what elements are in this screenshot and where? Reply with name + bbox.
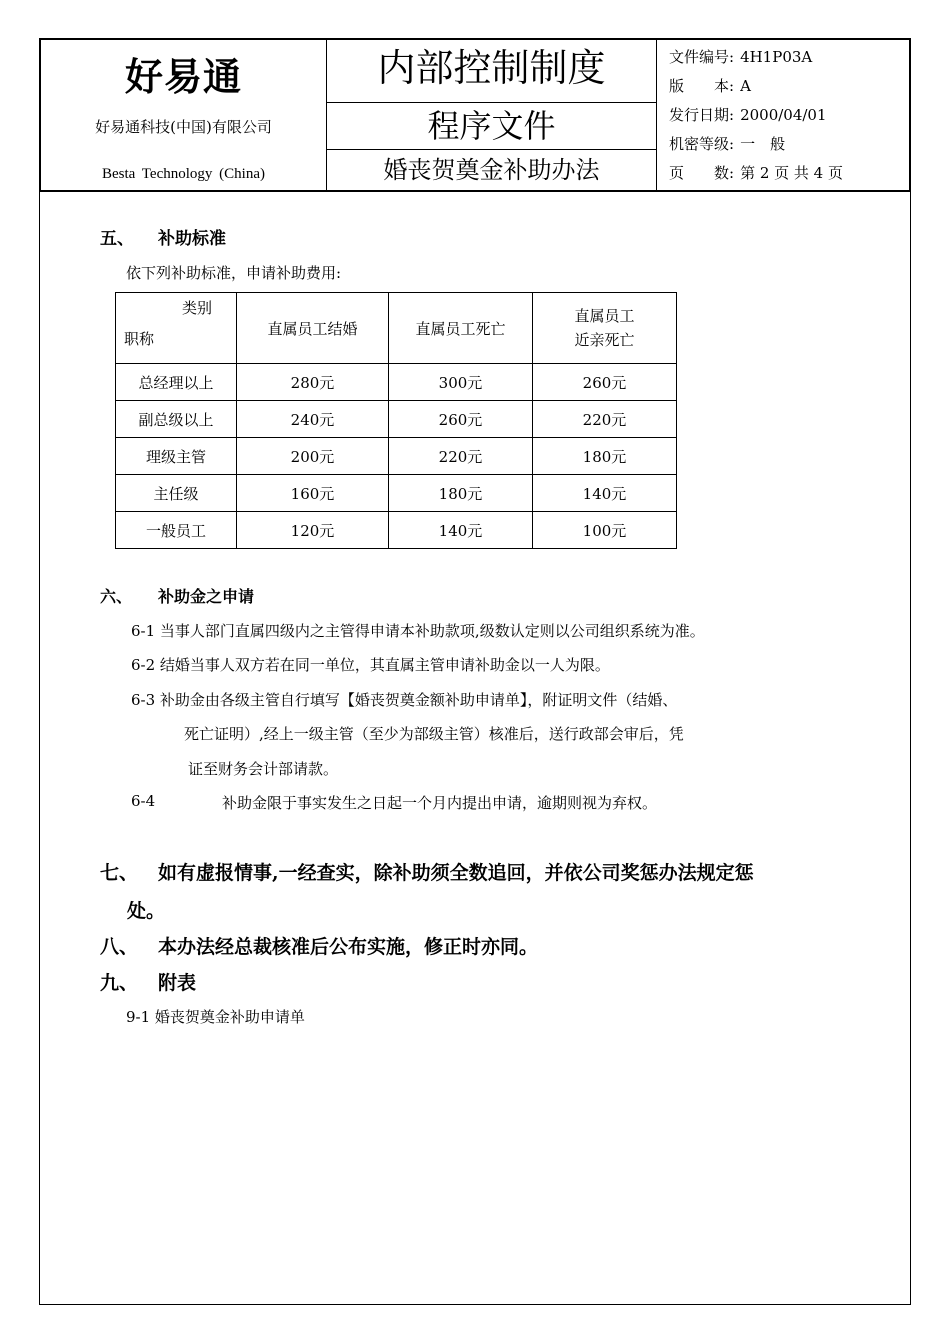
section7-text: 七、 如有虚报情事,一经查实，除补助须全数追回，并依公司奖惩办法规定惩 bbox=[100, 862, 754, 884]
cell-value: 260元 bbox=[533, 364, 677, 401]
cell-value: 140元 bbox=[389, 512, 533, 549]
info-doc-number: 文件编号: 4H1P03A bbox=[669, 48, 813, 66]
cell-value: 180元 bbox=[389, 475, 533, 512]
section7-text-cont: 处。 bbox=[127, 900, 166, 922]
table-corner-cell bbox=[116, 293, 237, 364]
section8-text: 八、 本办法经总裁核准后公布实施，修正时亦同。 bbox=[100, 936, 539, 958]
doc-type: 内部控制制度 bbox=[327, 40, 656, 103]
row-title: 一般员工 bbox=[116, 512, 237, 549]
cell-value: 160元 bbox=[237, 475, 389, 512]
table-row bbox=[116, 364, 677, 401]
cell-value: 200元 bbox=[237, 438, 389, 475]
cell-value: 100元 bbox=[533, 512, 677, 549]
brand-logo-text: 好易通 bbox=[124, 55, 242, 99]
cell-value: 180元 bbox=[533, 438, 677, 475]
section6-item-1: 6-1 当事人部门直属四级内之主管得申请本补助款项,级数认定则以公司组织系统为准。 bbox=[131, 622, 705, 640]
cell-value: 140元 bbox=[533, 475, 677, 512]
cell-value: 120元 bbox=[237, 512, 389, 549]
company-name-en: Besta Technology (China) bbox=[102, 166, 265, 182]
row-title: 总经理以上 bbox=[116, 364, 237, 401]
doc-class: 程序文件 bbox=[327, 103, 656, 150]
document-header bbox=[39, 38, 911, 192]
table-row bbox=[116, 401, 677, 438]
table-row bbox=[116, 438, 677, 475]
section9-heading: 九、 附表 bbox=[100, 972, 197, 994]
info-issue-date: 发行日期: 2000/04/01 bbox=[669, 106, 827, 124]
section6-item-4-number: 6-4 bbox=[131, 792, 156, 810]
info-page-count: 页 数: 第 2 页 共 4 页 bbox=[669, 164, 843, 182]
cell-value: 280元 bbox=[237, 364, 389, 401]
section5-intro: 依下列补助标准，申请补助费用: bbox=[126, 264, 342, 282]
section6-item-2: 6-2 结婚当事人双方若在同一单位，其直属主管申请补助金以一人为限。 bbox=[131, 656, 610, 674]
corner-category-label: 类别 bbox=[181, 299, 212, 317]
subsidy-table bbox=[115, 292, 677, 549]
title-cell bbox=[327, 40, 657, 190]
section9-item: 9-1 婚丧贺奠金补助申请单 bbox=[126, 1008, 305, 1026]
col-header-marriage: 直属员工结婚 bbox=[237, 293, 389, 364]
col-header-death: 直属员工死亡 bbox=[389, 293, 533, 364]
cell-value: 220元 bbox=[389, 438, 533, 475]
doc-info-cell bbox=[657, 40, 909, 190]
section5-heading: 五、 补助标准 bbox=[100, 229, 226, 249]
cell-value: 260元 bbox=[389, 401, 533, 438]
company-cell bbox=[41, 40, 327, 190]
table-row bbox=[116, 512, 677, 549]
info-version: 版 本:A bbox=[669, 77, 751, 95]
section6-item-4-text: 补助金限于事实发生之日起一个月内提出申请，逾期则视为弃权。 bbox=[222, 794, 658, 812]
section6-item-3-cont2: 证至财务会计部请款。 bbox=[188, 760, 339, 778]
company-name-cn: 好易通科技(中国)有限公司 bbox=[95, 118, 272, 136]
corner-title-label: 职称 bbox=[124, 330, 155, 348]
info-confidentiality: 机密等级: 一 般 bbox=[669, 135, 786, 153]
row-title: 理级主管 bbox=[116, 438, 237, 475]
cell-value: 300元 bbox=[389, 364, 533, 401]
section6-heading: 六、 补助金之申请 bbox=[100, 587, 255, 606]
section6-item-3: 6-3 补助金由各级主管自行填写【婚丧贺奠金额补助申请单】，附证明文件（结婚、 bbox=[131, 691, 678, 709]
doc-title: 婚丧贺奠金补助办法 bbox=[383, 156, 600, 184]
section6-item-3-cont: 死亡证明）,经上一级主管（至少为部级主管）核准后，送行政部会审后，凭 bbox=[184, 725, 684, 743]
cell-value: 240元 bbox=[237, 401, 389, 438]
row-title: 主任级 bbox=[116, 475, 237, 512]
col-header-relative-death: 直属员工 近亲死亡 bbox=[533, 293, 677, 364]
table-row bbox=[116, 475, 677, 512]
row-title: 副总级以上 bbox=[116, 401, 237, 438]
cell-value: 220元 bbox=[533, 401, 677, 438]
